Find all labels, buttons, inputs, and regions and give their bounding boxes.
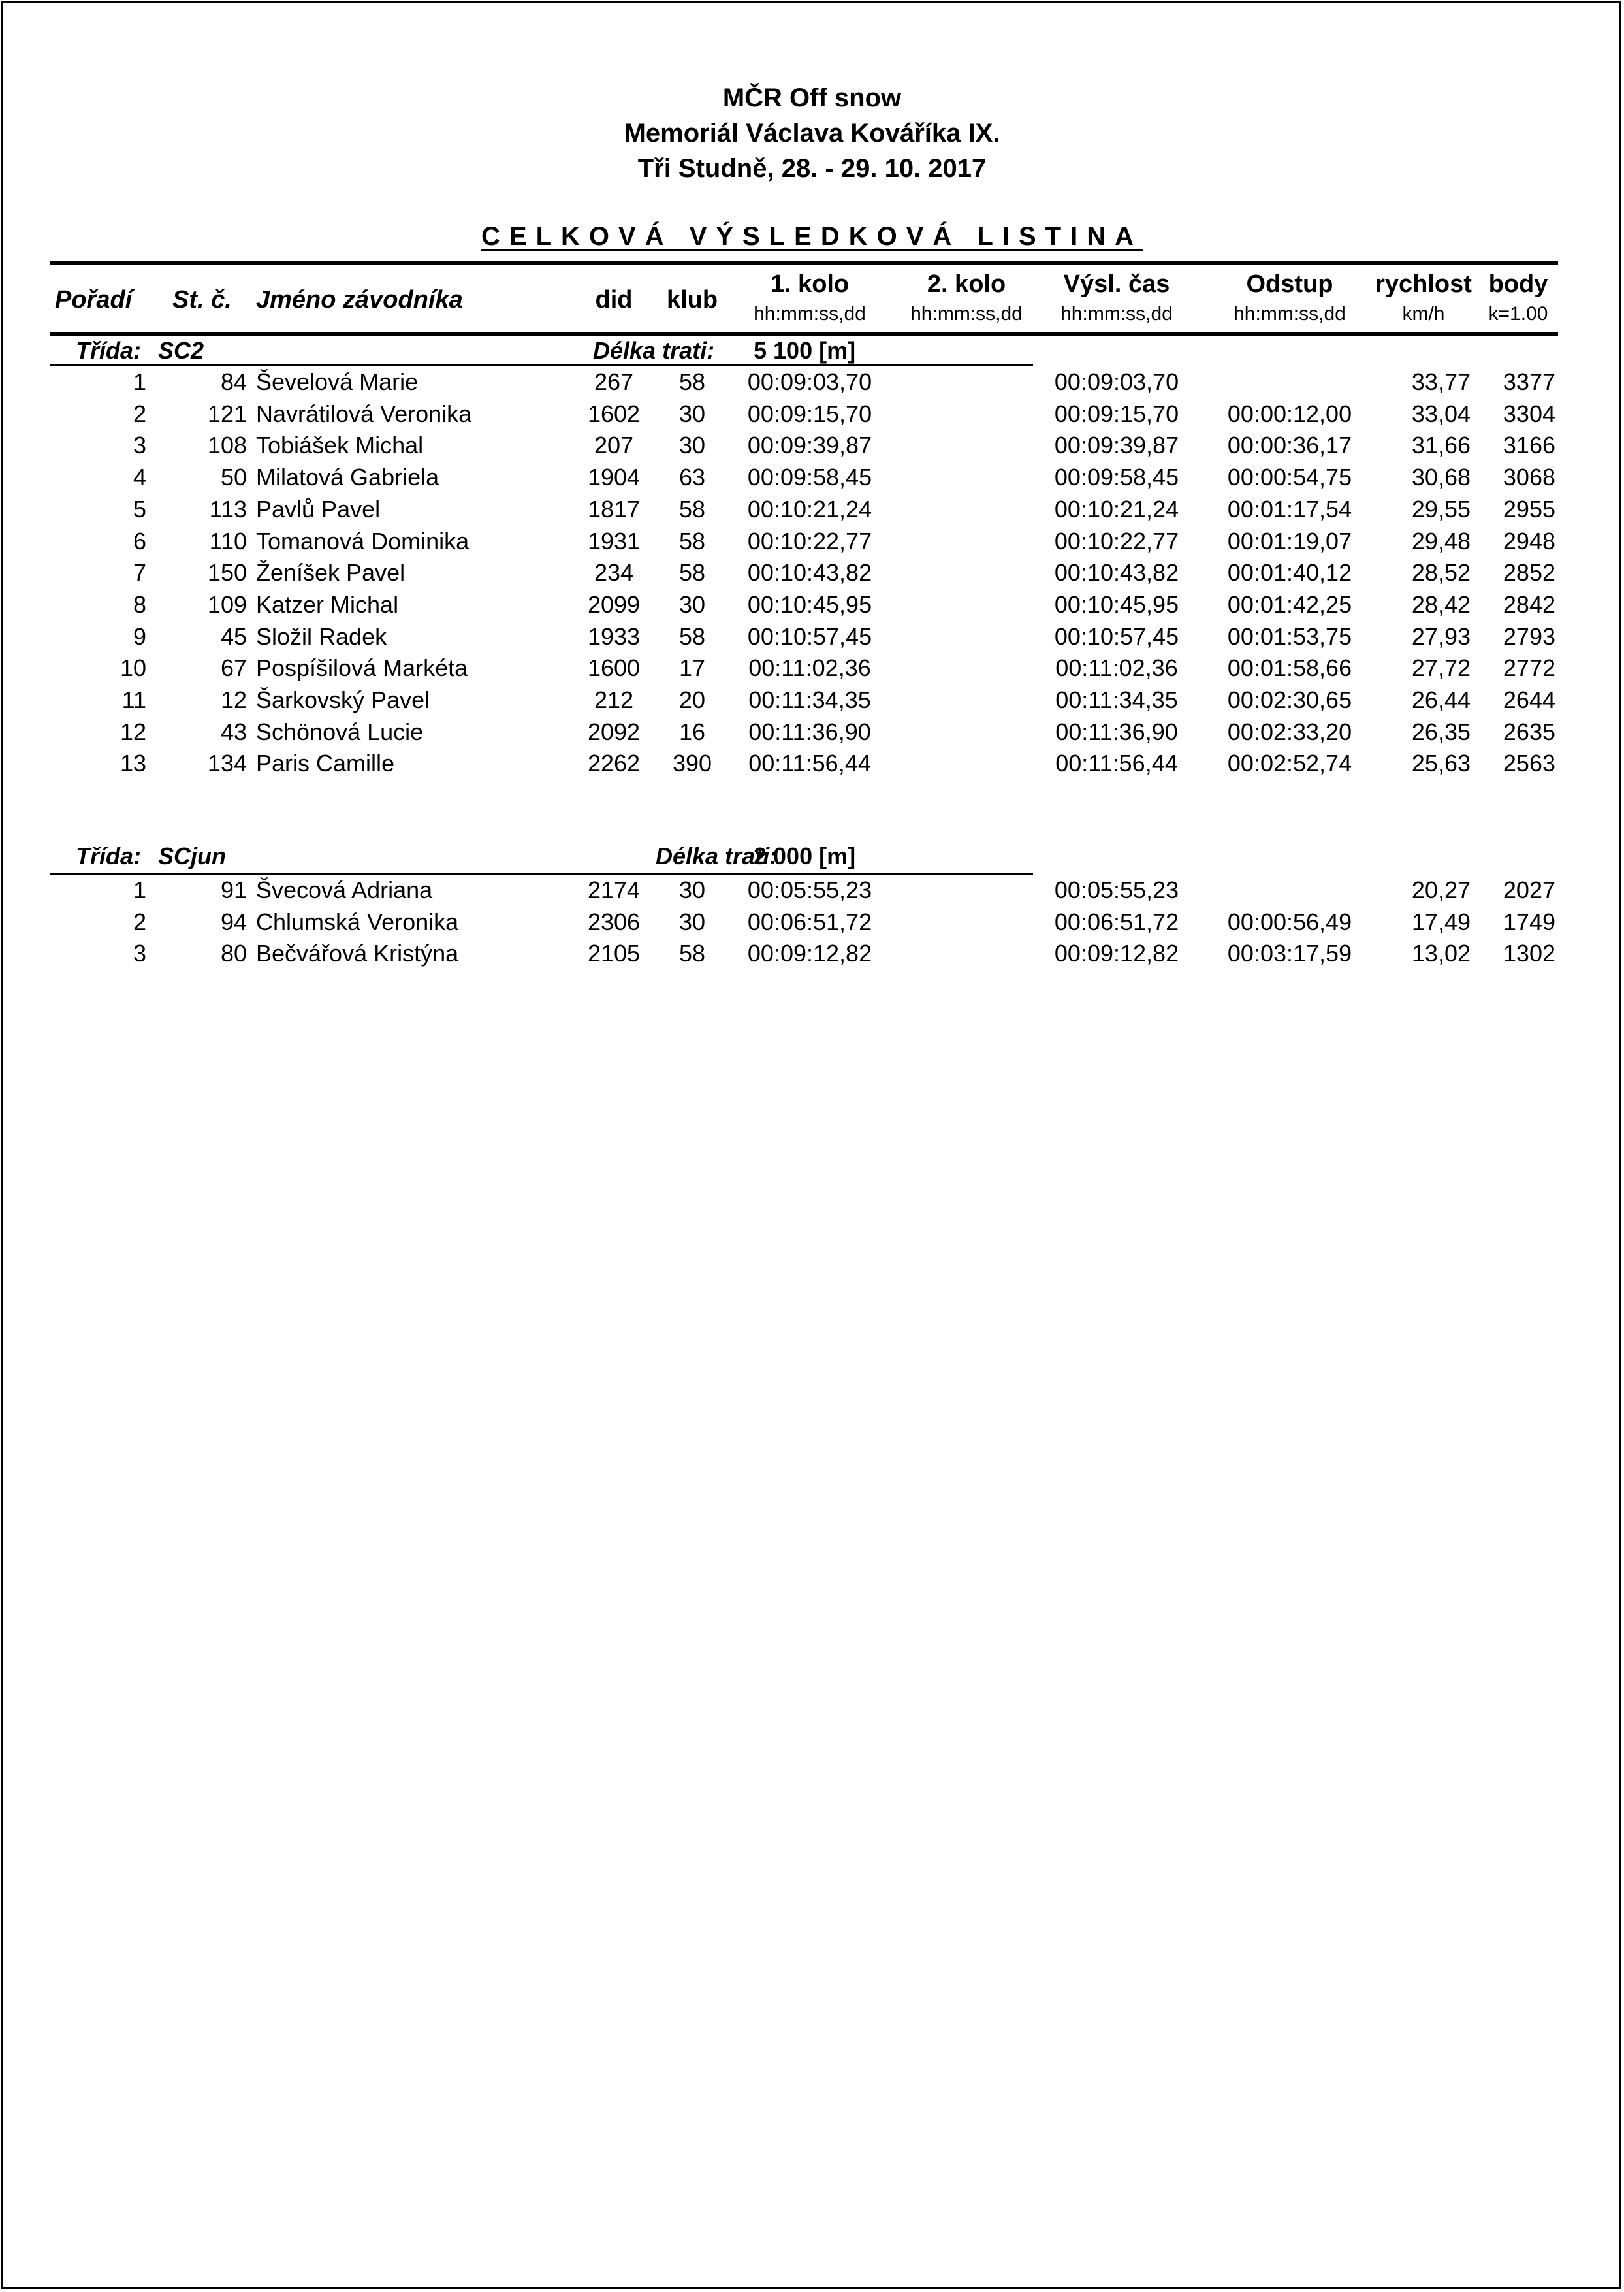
cell-name: Pospíšilová Markéta <box>256 654 468 682</box>
cell-speed: 17,49 <box>1411 908 1471 935</box>
cell-points: 3068 <box>1503 464 1555 491</box>
header-top-rule <box>50 261 1558 265</box>
cell-round1: 00:09:58,45 <box>747 464 872 491</box>
event-subtitle: Memoriál Václava Kováříka IX. <box>624 119 1000 148</box>
cell-club: 58 <box>678 527 706 555</box>
cell-points: 2635 <box>1503 718 1555 745</box>
cell-name: Milatová Gabriela <box>256 464 439 491</box>
cell-did: 2174 <box>587 877 641 903</box>
cell-name: Bečvářová Kristýna <box>256 940 459 967</box>
col-round2-unit: hh:mm:ss,dd <box>910 303 1023 325</box>
cell-club: 58 <box>678 622 706 650</box>
cell-gap: 00:00:54,75 <box>1227 464 1352 491</box>
cell-club: 63 <box>678 464 706 491</box>
cell-name: Paris Camille <box>256 750 395 777</box>
cell-did: 2306 <box>587 908 641 935</box>
cell-did: 212 <box>594 686 634 713</box>
cell-start-number: 150 <box>207 559 247 587</box>
cell-start-number: 121 <box>207 400 247 427</box>
cell-points: 2772 <box>1503 654 1555 682</box>
cell-speed: 27,72 <box>1411 654 1471 682</box>
cell-gap: 00:01:40,12 <box>1227 559 1352 587</box>
section-length-label: Délka trati: <box>593 337 715 364</box>
section-underline <box>50 873 1033 875</box>
cell-club: 30 <box>678 400 706 427</box>
cell-points: 2842 <box>1503 590 1555 618</box>
col-round2: 2. kolo <box>927 270 1006 298</box>
cell-speed: 28,52 <box>1411 559 1471 587</box>
cell-gap: 00:01:42,25 <box>1227 590 1352 618</box>
cell-round1: 00:10:43,82 <box>747 559 872 587</box>
col-club: klub <box>666 286 718 314</box>
cell-did: 2262 <box>587 750 641 777</box>
event-location-date: Tři Studně, 28. - 29. 10. 2017 <box>637 154 987 183</box>
cell-rank: 5 <box>133 495 146 523</box>
cell-round1: 00:11:36,90 <box>748 718 871 745</box>
cell-result-time: 00:11:56,44 <box>1055 750 1178 777</box>
cell-did: 1904 <box>587 464 641 491</box>
cell-result-time: 00:11:36,90 <box>1055 718 1178 745</box>
col-result-time-unit: hh:mm:ss,dd <box>1060 303 1173 325</box>
cell-result-time: 00:11:02,36 <box>1055 654 1178 682</box>
cell-points: 2027 <box>1503 877 1555 903</box>
cell-round1: 00:09:15,70 <box>747 400 872 427</box>
section-class-name: SC2 <box>158 337 204 364</box>
cell-gap: 00:03:17,59 <box>1227 940 1352 967</box>
cell-start-number: 134 <box>207 750 247 777</box>
cell-rank: 10 <box>119 654 146 682</box>
cell-club: 390 <box>672 750 712 777</box>
cell-name: Chlumská Veronika <box>256 908 459 935</box>
cell-points: 3304 <box>1503 400 1555 427</box>
cell-points: 2563 <box>1503 750 1555 777</box>
cell-rank: 2 <box>133 908 146 935</box>
event-title: MČR Off snow <box>722 84 902 112</box>
cell-points: 3166 <box>1503 432 1555 459</box>
cell-club: 58 <box>678 495 706 523</box>
header-bottom-rule <box>50 332 1558 336</box>
cell-result-time: 00:09:15,70 <box>1054 400 1179 427</box>
cell-gap: 00:00:56,49 <box>1227 908 1352 935</box>
cell-did: 2105 <box>587 940 641 967</box>
cell-round1: 00:11:02,36 <box>748 654 871 682</box>
cell-name: Šarkovský Pavel <box>256 686 430 713</box>
cell-speed: 28,42 <box>1411 590 1471 618</box>
section-class-label: Třída: <box>76 337 142 364</box>
cell-start-number: 110 <box>209 527 247 555</box>
cell-round1: 00:11:34,35 <box>748 686 871 713</box>
cell-start-number: 43 <box>220 718 247 745</box>
cell-gap: 00:01:53,75 <box>1227 622 1352 650</box>
cell-speed: 25,63 <box>1411 750 1471 777</box>
cell-speed: 33,04 <box>1411 400 1471 427</box>
cell-speed: 20,27 <box>1411 877 1471 903</box>
cell-gap: 00:01:17,54 <box>1227 495 1352 523</box>
cell-result-time: 00:10:45,95 <box>1054 590 1179 618</box>
cell-result-time: 00:09:03,70 <box>1054 368 1179 395</box>
cell-round1: 00:09:39,87 <box>747 432 872 459</box>
cell-round1: 00:06:51,72 <box>747 908 872 935</box>
cell-name: Pavlů Pavel <box>256 495 381 523</box>
cell-speed: 30,68 <box>1411 464 1471 491</box>
cell-club: 58 <box>678 940 706 967</box>
cell-club: 58 <box>678 559 706 587</box>
section-underline <box>50 364 1033 366</box>
cell-rank: 1 <box>133 877 146 903</box>
cell-speed: 26,44 <box>1411 686 1471 713</box>
cell-points: 1302 <box>1503 940 1555 967</box>
cell-result-time: 00:09:39,87 <box>1054 432 1179 459</box>
cell-did: 1600 <box>587 654 641 682</box>
cell-did: 1602 <box>587 400 641 427</box>
cell-result-time: 00:10:57,45 <box>1054 622 1179 650</box>
cell-did: 1931 <box>587 527 641 555</box>
cell-start-number: 91 <box>220 877 247 903</box>
cell-round1: 00:09:03,70 <box>747 368 872 395</box>
cell-gap: 00:01:58,66 <box>1227 654 1352 682</box>
cell-rank: 12 <box>119 718 146 745</box>
col-start-number: St. č. <box>172 286 232 314</box>
cell-rank: 4 <box>133 464 146 491</box>
cell-did: 1817 <box>587 495 641 523</box>
cell-start-number: 84 <box>220 368 247 395</box>
cell-result-time: 00:11:34,35 <box>1055 686 1178 713</box>
cell-round1: 00:10:22,77 <box>747 527 872 555</box>
col-result-time: Výsl. čas <box>1063 270 1170 298</box>
cell-did: 267 <box>594 368 634 395</box>
col-name: Jméno závodníka <box>256 286 463 314</box>
cell-did: 207 <box>594 432 634 459</box>
cell-club: 16 <box>678 718 706 745</box>
cell-start-number: 50 <box>220 464 247 491</box>
cell-rank: 7 <box>133 559 146 587</box>
section-length-label: Délka trati: <box>656 843 778 869</box>
cell-rank: 11 <box>121 686 146 713</box>
cell-did: 1933 <box>587 622 641 650</box>
cell-rank: 1 <box>133 368 146 395</box>
cell-start-number: 94 <box>220 908 247 935</box>
cell-start-number: 12 <box>220 686 247 713</box>
cell-speed: 26,35 <box>1411 718 1471 745</box>
cell-rank: 3 <box>133 432 146 459</box>
cell-name: Ženíšek Pavel <box>256 559 406 587</box>
col-round1-unit: hh:mm:ss,dd <box>754 303 866 325</box>
cell-speed: 33,77 <box>1411 368 1471 395</box>
cell-rank: 3 <box>133 940 146 967</box>
cell-name: Navrátilová Veronika <box>256 400 472 427</box>
col-did: did <box>595 286 633 314</box>
cell-round1: 00:11:56,44 <box>748 750 871 777</box>
cell-club: 30 <box>678 877 706 903</box>
cell-points: 1749 <box>1503 908 1555 935</box>
results-title: CELKOVÁ VÝSLEDKOVÁ LISTINA <box>481 222 1143 251</box>
cell-name: Schönová Lucie <box>256 718 424 745</box>
cell-result-time: 00:10:21,24 <box>1054 495 1179 523</box>
cell-speed: 31,66 <box>1411 432 1471 459</box>
cell-result-time: 00:06:51,72 <box>1054 908 1179 935</box>
cell-points: 3377 <box>1503 368 1555 395</box>
cell-did: 234 <box>594 559 634 587</box>
cell-name: Tomanová Dominika <box>256 527 470 555</box>
cell-gap: 00:00:36,17 <box>1227 432 1352 459</box>
cell-result-time: 00:10:22,77 <box>1054 527 1179 555</box>
section-length-value: 5 100 [m] <box>754 337 856 364</box>
cell-name: Ševelová Marie <box>256 368 419 395</box>
cell-points: 2644 <box>1503 686 1555 713</box>
col-gap-unit: hh:mm:ss,dd <box>1234 303 1346 325</box>
cell-did: 2099 <box>587 590 641 618</box>
cell-gap: 00:02:33,20 <box>1227 718 1352 745</box>
col-poradi: Pořadí <box>55 286 133 314</box>
col-points-unit: k=1.00 <box>1488 303 1548 325</box>
cell-rank: 13 <box>119 750 146 777</box>
section-class-name: SCjun <box>158 843 226 869</box>
col-points: body <box>1488 270 1548 298</box>
cell-gap: 00:00:12,00 <box>1227 400 1352 427</box>
cell-start-number: 45 <box>220 622 247 650</box>
section-length-value: 2 000 [m] <box>754 843 856 869</box>
cell-club: 30 <box>678 432 706 459</box>
cell-result-time: 00:05:55,23 <box>1054 877 1179 903</box>
cell-points: 2955 <box>1503 495 1555 523</box>
cell-result-time: 00:10:43,82 <box>1054 559 1179 587</box>
cell-points: 2852 <box>1503 559 1555 587</box>
cell-rank: 6 <box>133 527 146 555</box>
cell-round1: 00:09:12,82 <box>747 940 872 967</box>
cell-speed: 27,93 <box>1411 622 1471 650</box>
cell-club: 58 <box>678 368 706 395</box>
col-speed: rychlost <box>1375 270 1472 298</box>
cell-rank: 8 <box>133 590 146 618</box>
cell-start-number: 108 <box>207 432 247 459</box>
col-round1: 1. kolo <box>770 270 850 298</box>
cell-name: Tobiášek Michal <box>256 432 424 459</box>
cell-points: 2948 <box>1503 527 1555 555</box>
cell-rank: 2 <box>133 400 146 427</box>
cell-start-number: 113 <box>209 495 247 523</box>
col-gap: Odstup <box>1246 270 1333 298</box>
cell-start-number: 80 <box>220 940 247 967</box>
cell-name: Švecová Adriana <box>256 877 433 903</box>
cell-name: Katzer Michal <box>256 590 399 618</box>
section-class-label: Třída: <box>76 843 142 869</box>
cell-club: 17 <box>678 654 706 682</box>
cell-points: 2793 <box>1503 622 1555 650</box>
cell-round1: 00:05:55,23 <box>747 877 872 903</box>
cell-speed: 13,02 <box>1411 940 1471 967</box>
cell-gap: 00:02:30,65 <box>1227 686 1352 713</box>
cell-start-number: 67 <box>220 654 247 682</box>
cell-club: 20 <box>678 686 706 713</box>
cell-did: 2092 <box>587 718 641 745</box>
cell-round1: 00:10:45,95 <box>747 590 872 618</box>
cell-round1: 00:10:21,24 <box>747 495 872 523</box>
cell-gap: 00:02:52,74 <box>1227 750 1352 777</box>
cell-gap: 00:01:19,07 <box>1227 527 1352 555</box>
col-speed-unit: km/h <box>1402 303 1445 325</box>
cell-start-number: 109 <box>207 590 247 618</box>
cell-rank: 9 <box>133 622 146 650</box>
cell-speed: 29,55 <box>1411 495 1471 523</box>
cell-speed: 29,48 <box>1411 527 1471 555</box>
cell-club: 30 <box>678 908 706 935</box>
cell-result-time: 00:09:58,45 <box>1054 464 1179 491</box>
cell-name: Složil Radek <box>256 622 387 650</box>
cell-club: 30 <box>678 590 706 618</box>
cell-result-time: 00:09:12,82 <box>1054 940 1179 967</box>
cell-round1: 00:10:57,45 <box>747 622 872 650</box>
